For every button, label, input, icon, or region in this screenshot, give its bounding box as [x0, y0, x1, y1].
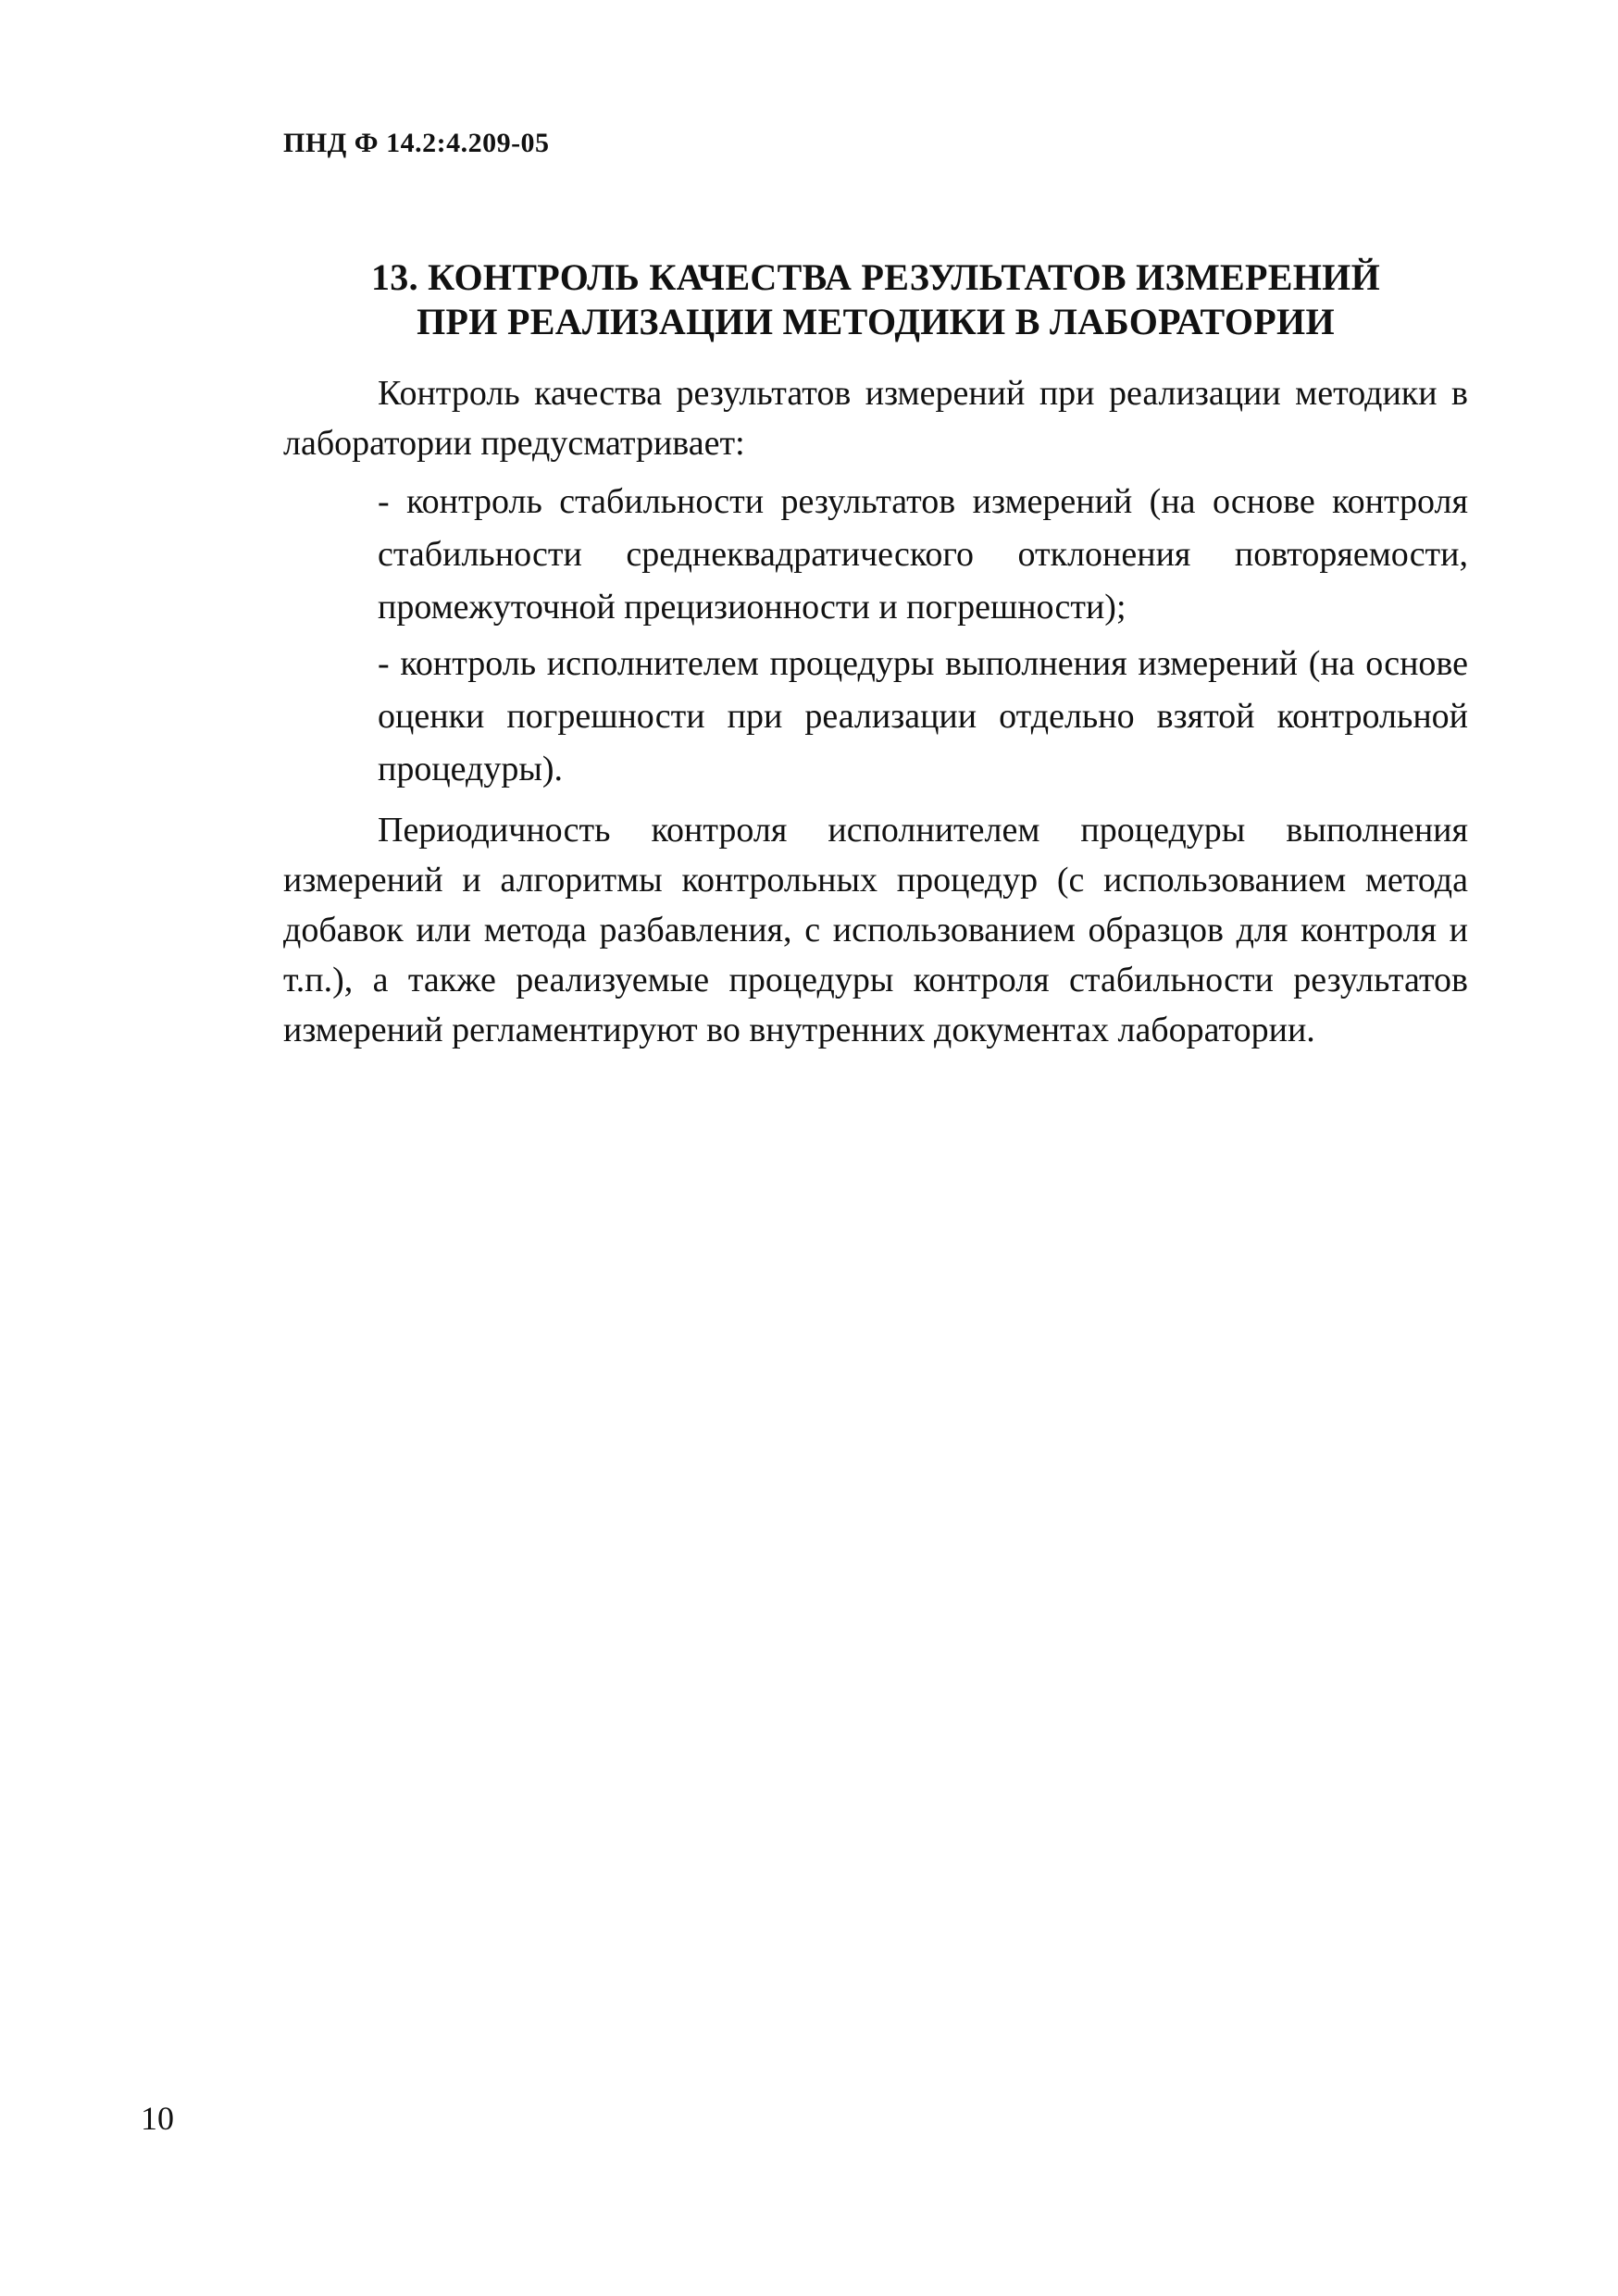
section-title-line-1: 13. КОНТРОЛЬ КАЧЕСТВА РЕЗУЛЬТАТОВ ИЗМЕРЕНИЙ: [370, 256, 1380, 298]
intro-paragraph: Контроль качества результатов измерений при реализации методики в лаборатории предусматривает:: [283, 374, 1468, 463]
control-list: [378, 476, 1468, 796]
periodicity-paragraph: Периодичность контроля исполнителем процедуры выполнения измерений и алгоритмы контрольных процедур (с использованием метода добавок или метода разбавления, с использованием образцов для контроля и т.п.), а также реализуемые процедуры контроля стабильности результатов измерений регламентируют во внутренних документах лаборатории.: [283, 811, 1468, 1049]
list-item: - контроль исполнителем процедуры выполнения измерений (на основе оценки погрешности при реализации отдельно взятой контрольной процедуры).: [378, 644, 1468, 788]
list-item: - контроль стабильности результатов измерений (на основе контроля стабильности среднеквадратического отклонения повторяемости, промежуточной прецизионности и погрешности);: [378, 482, 1468, 627]
section-body: [283, 368, 1468, 1055]
section-title-line-2: ПРИ РЕАЛИЗАЦИИ МЕТОДИКИ В ЛАБОРАТОРИИ: [417, 301, 1335, 342]
section-title: [283, 255, 1468, 344]
page-number: 10: [141, 2100, 174, 2137]
document-code: ПНД Ф 14.2:4.209-05: [283, 128, 550, 158]
